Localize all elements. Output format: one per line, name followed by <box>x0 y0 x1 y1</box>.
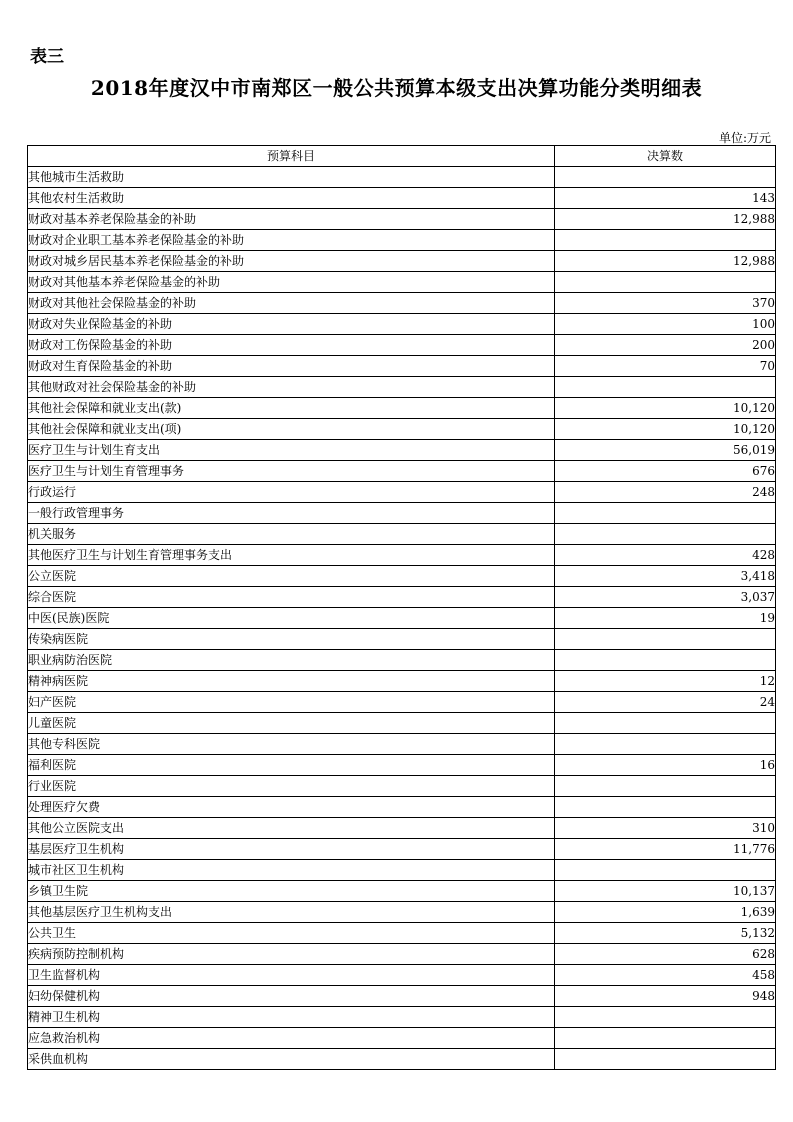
final-amount: 10,120 <box>555 419 776 440</box>
table-row <box>28 818 776 839</box>
budget-item-name: 其他城市生活救助 <box>28 167 555 188</box>
budget-item-name: 财政对生育保险基金的补助 <box>28 356 555 377</box>
final-amount <box>555 1007 776 1028</box>
table-row <box>28 923 776 944</box>
table-row <box>28 692 776 713</box>
table-row <box>28 797 776 818</box>
budget-item-name: 其他公立医院支出 <box>28 818 555 839</box>
final-amount <box>555 713 776 734</box>
table-body <box>28 167 776 1070</box>
final-amount <box>555 734 776 755</box>
budget-item-name: 财政对其他基本养老保险基金的补助 <box>28 272 555 293</box>
table-row <box>28 1049 776 1070</box>
document-label: 表三 <box>30 47 64 67</box>
table-row <box>28 587 776 608</box>
final-amount <box>555 524 776 545</box>
budget-item-name: 医疗卫生与计划生育支出 <box>28 440 555 461</box>
table-row <box>28 944 776 965</box>
table-header-row <box>28 146 776 167</box>
table-row <box>28 902 776 923</box>
final-amount: 143 <box>555 188 776 209</box>
final-amount: 19 <box>555 608 776 629</box>
final-amount <box>555 1028 776 1049</box>
budget-item-name: 乡镇卫生院 <box>28 881 555 902</box>
final-amount <box>555 776 776 797</box>
table-row <box>28 314 776 335</box>
final-amount <box>555 650 776 671</box>
table-row <box>28 293 776 314</box>
budget-item-name: 妇幼保健机构 <box>28 986 555 1007</box>
budget-item-name: 公立医院 <box>28 566 555 587</box>
budget-item-name: 处理医疗欠费 <box>28 797 555 818</box>
final-amount <box>555 503 776 524</box>
budget-item-name: 精神卫生机构 <box>28 1007 555 1028</box>
budget-table <box>27 145 776 1070</box>
final-amount: 3,418 <box>555 566 776 587</box>
final-amount: 310 <box>555 818 776 839</box>
table-row <box>28 209 776 230</box>
final-amount <box>555 629 776 650</box>
table-row <box>28 545 776 566</box>
budget-item-name: 城市社区卫生机构 <box>28 860 555 881</box>
final-amount <box>555 1049 776 1070</box>
final-amount: 56,019 <box>555 440 776 461</box>
table-row <box>28 986 776 1007</box>
table-row <box>28 503 776 524</box>
budget-item-name: 基层医疗卫生机构 <box>28 839 555 860</box>
budget-item-name: 财政对基本养老保险基金的补助 <box>28 209 555 230</box>
budget-item-name: 卫生监督机构 <box>28 965 555 986</box>
final-amount <box>555 272 776 293</box>
table-row <box>28 881 776 902</box>
table-row <box>28 461 776 482</box>
table-row <box>28 965 776 986</box>
final-amount <box>555 167 776 188</box>
table-row <box>28 776 776 797</box>
final-amount: 10,120 <box>555 398 776 419</box>
budget-item-name: 中医(民族)医院 <box>28 608 555 629</box>
final-amount: 1,639 <box>555 902 776 923</box>
budget-item-name: 财政对其他社会保险基金的补助 <box>28 293 555 314</box>
budget-item-name: 其他社会保障和就业支出(项) <box>28 419 555 440</box>
budget-item-name: 行政运行 <box>28 482 555 503</box>
final-amount: 12 <box>555 671 776 692</box>
budget-item-name: 其他医疗卫生与计划生育管理事务支出 <box>28 545 555 566</box>
final-amount: 3,037 <box>555 587 776 608</box>
table-row <box>28 650 776 671</box>
header-budget-item: 预算科目 <box>28 146 555 167</box>
final-amount <box>555 230 776 251</box>
final-amount: 16 <box>555 755 776 776</box>
budget-item-name: 妇产医院 <box>28 692 555 713</box>
final-amount <box>555 860 776 881</box>
budget-item-name: 儿童医院 <box>28 713 555 734</box>
table-row <box>28 419 776 440</box>
final-amount <box>555 797 776 818</box>
final-amount: 628 <box>555 944 776 965</box>
table-row <box>28 608 776 629</box>
table-row <box>28 356 776 377</box>
table-row <box>28 755 776 776</box>
budget-item-name: 行业医院 <box>28 776 555 797</box>
budget-item-name: 机关服务 <box>28 524 555 545</box>
table-row <box>28 440 776 461</box>
final-amount: 100 <box>555 314 776 335</box>
table-row <box>28 482 776 503</box>
final-amount: 458 <box>555 965 776 986</box>
budget-item-name: 一般行政管理事务 <box>28 503 555 524</box>
table-row <box>28 272 776 293</box>
budget-item-name: 财政对失业保险基金的补助 <box>28 314 555 335</box>
budget-item-name: 疾病预防控制机构 <box>28 944 555 965</box>
table-row <box>28 335 776 356</box>
table-row <box>28 1007 776 1028</box>
table-row <box>28 188 776 209</box>
table-row <box>28 734 776 755</box>
final-amount: 948 <box>555 986 776 1007</box>
final-amount: 428 <box>555 545 776 566</box>
budget-item-name: 财政对城乡居民基本养老保险基金的补助 <box>28 251 555 272</box>
budget-item-name: 其他社会保障和就业支出(款) <box>28 398 555 419</box>
budget-item-name: 医疗卫生与计划生育管理事务 <box>28 461 555 482</box>
final-amount <box>555 377 776 398</box>
budget-item-name: 其他专科医院 <box>28 734 555 755</box>
final-amount: 12,988 <box>555 209 776 230</box>
final-amount: 5,132 <box>555 923 776 944</box>
budget-item-name: 应急救治机构 <box>28 1028 555 1049</box>
budget-item-name: 其他农村生活救助 <box>28 188 555 209</box>
budget-item-name: 财政对企业职工基本养老保险基金的补助 <box>28 230 555 251</box>
budget-item-name: 精神病医院 <box>28 671 555 692</box>
budget-item-name: 传染病医院 <box>28 629 555 650</box>
table-row <box>28 713 776 734</box>
table-row <box>28 524 776 545</box>
budget-item-name: 福利医院 <box>28 755 555 776</box>
final-amount: 676 <box>555 461 776 482</box>
final-amount: 12,988 <box>555 251 776 272</box>
budget-item-name: 职业病防治医院 <box>28 650 555 671</box>
final-amount: 248 <box>555 482 776 503</box>
header-final-amount: 决算数 <box>555 146 776 167</box>
final-amount: 200 <box>555 335 776 356</box>
budget-item-name: 综合医院 <box>28 587 555 608</box>
table-row <box>28 167 776 188</box>
table-row <box>28 860 776 881</box>
table-row <box>28 377 776 398</box>
final-amount: 24 <box>555 692 776 713</box>
budget-item-name: 财政对工伤保险基金的补助 <box>28 335 555 356</box>
final-amount: 11,776 <box>555 839 776 860</box>
budget-item-name: 其他基层医疗卫生机构支出 <box>28 902 555 923</box>
table-row <box>28 671 776 692</box>
final-amount: 70 <box>555 356 776 377</box>
table-row <box>28 398 776 419</box>
table-row <box>28 1028 776 1049</box>
unit-label: 单位:万元 <box>718 131 771 145</box>
table-row <box>28 251 776 272</box>
table-row <box>28 839 776 860</box>
table-row <box>28 629 776 650</box>
budget-item-name: 公共卫生 <box>28 923 555 944</box>
final-amount: 10,137 <box>555 881 776 902</box>
table-row <box>28 230 776 251</box>
final-amount: 370 <box>555 293 776 314</box>
table-row <box>28 566 776 587</box>
page-title: 2018年度汉中市南郑区一般公共预算本级支出决算功能分类明细表 <box>90 76 703 100</box>
budget-item-name: 采供血机构 <box>28 1049 555 1070</box>
budget-item-name: 其他财政对社会保险基金的补助 <box>28 377 555 398</box>
